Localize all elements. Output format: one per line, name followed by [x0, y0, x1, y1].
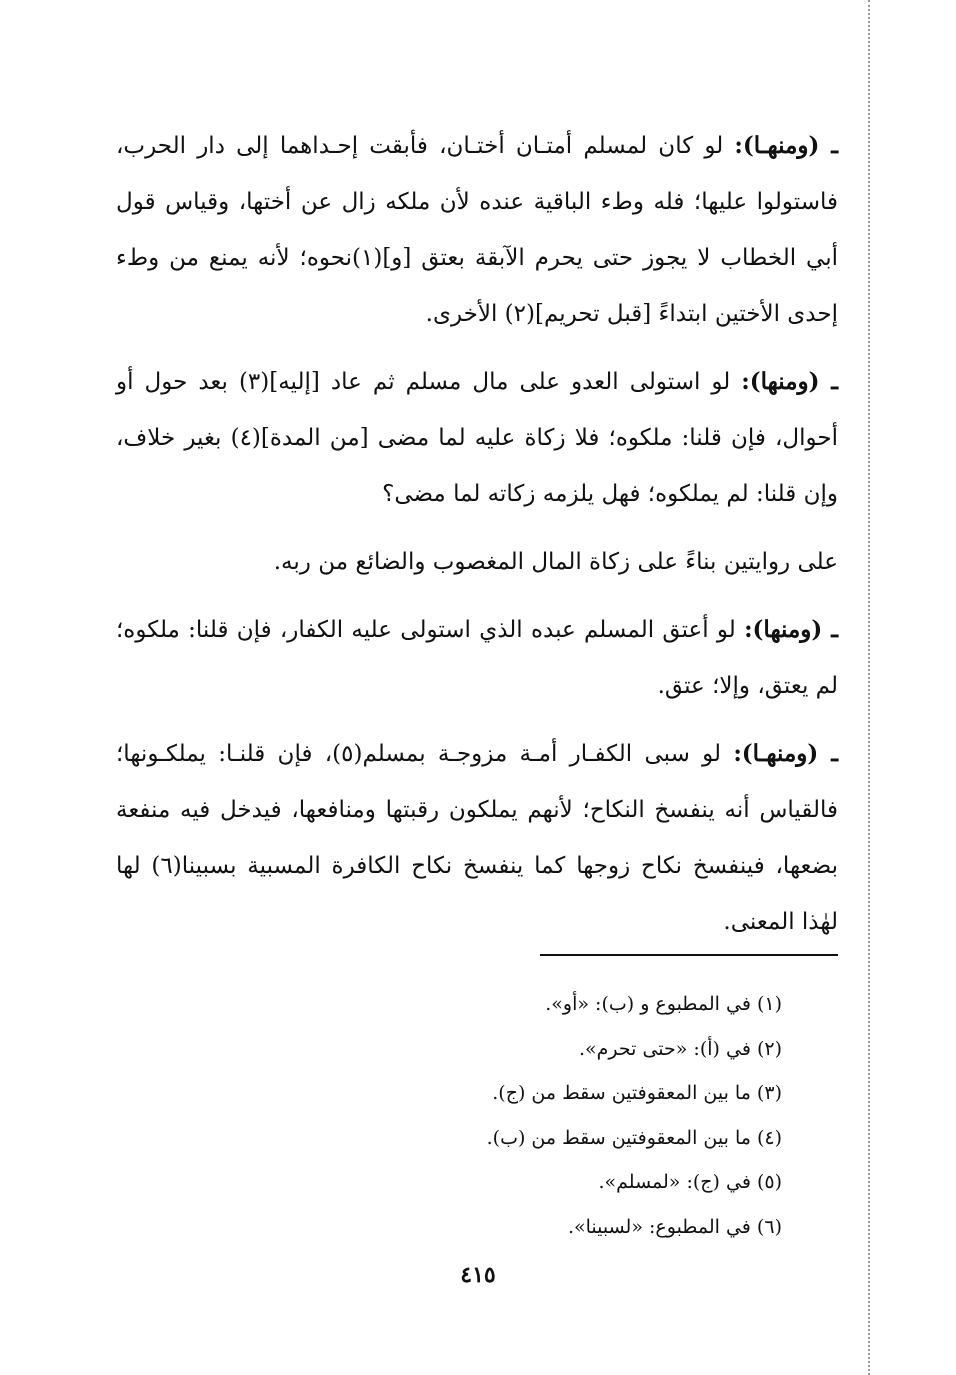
- paragraph-lead: ـ (ومنهـا):: [734, 132, 839, 159]
- paragraph-3: [116, 534, 838, 590]
- footnotes: [420, 982, 782, 1249]
- page-number: ٤١٥: [460, 1262, 496, 1288]
- paragraph-text: لو سبى الكفـار أمـة مزوجـة بمسلم(٥)، فإن قلنـا: يملكـونها؛ فالقياس أنه ينفسخ النكاح؛ لأنهم يملكون رقبتها ومنافعها، فيدخل فيه منفعة بضعها، فينفسخ نكاح زوجها كما ينفسخ نكاح الكافرة المسبية بسبينا(٦) لها لهٰذا المعنى.: [116, 741, 838, 935]
- paragraph-text: لو كان لمسلم أمتـان أختـان، فأبقت إحـداهما إلى دار الحرب، فاستولوا عليها؛ فله وطء الباقية عنده لأن ملكه زال عن أختها، وقياس قول أبي الخطاب لا يجوز حتى يحرم الآبقة بعتق [و](١)نحوه؛ لأنه يمنع من وطء إحدى الأختين ابتداءً [قبل تحريم](٢) الأخرى.: [116, 133, 838, 327]
- footnote-6: (٦) في المطبوع: «لسبينا».: [567, 1215, 782, 1238]
- paragraph-text: على روايتين بناءً على زكاة المال المغصوب والضائع من ربه.: [273, 549, 838, 575]
- paragraph-text: لو استولى العدو على مال مسلم ثم عاد [إليه](٣) بعد حول أو أحوال، فإن قلنا: ملكوه؛ فلا زكاة عليه لما مضى [من المدة](٤) بغير خلاف، وإن قلنا: لم يملكوه؛ فهل يلزمه زكاته لما مضى؟: [116, 369, 838, 507]
- paragraph-4: [116, 602, 838, 714]
- paragraph-1: [116, 118, 838, 342]
- footnote-separator: [540, 954, 838, 956]
- paragraph-5: [116, 726, 838, 950]
- main-text: [116, 118, 838, 962]
- footnote-5: (٥) في (ج): «لمسلم».: [598, 1171, 782, 1193]
- footnote-3: (٣) ما بين المعقوفتين سقط من (ج).: [492, 1082, 782, 1104]
- footnote-4: (٤) ما بين المعقوفتين سقط من (ب).: [486, 1126, 782, 1149]
- page-edge-dotted-line: [868, 0, 870, 1375]
- paragraph-lead: ـ (ومنهـا):: [733, 740, 838, 767]
- paragraph-2: [116, 354, 838, 522]
- paragraph-text: لو أعتق المسلم عبده الذي استولى عليه الكفار، فإن قلنا: ملكوه؛ لم يعتق، وإلا؛ عتق.: [116, 617, 838, 699]
- footnote-1: (١) في المطبوع و (ب): «أو».: [545, 993, 782, 1015]
- paragraph-lead: ـ (ومنها):: [741, 368, 838, 395]
- footnote-2: (٢) في (أ): «حتى تحرم».: [578, 1037, 782, 1060]
- paragraph-lead: ـ (ومنها):: [744, 616, 838, 643]
